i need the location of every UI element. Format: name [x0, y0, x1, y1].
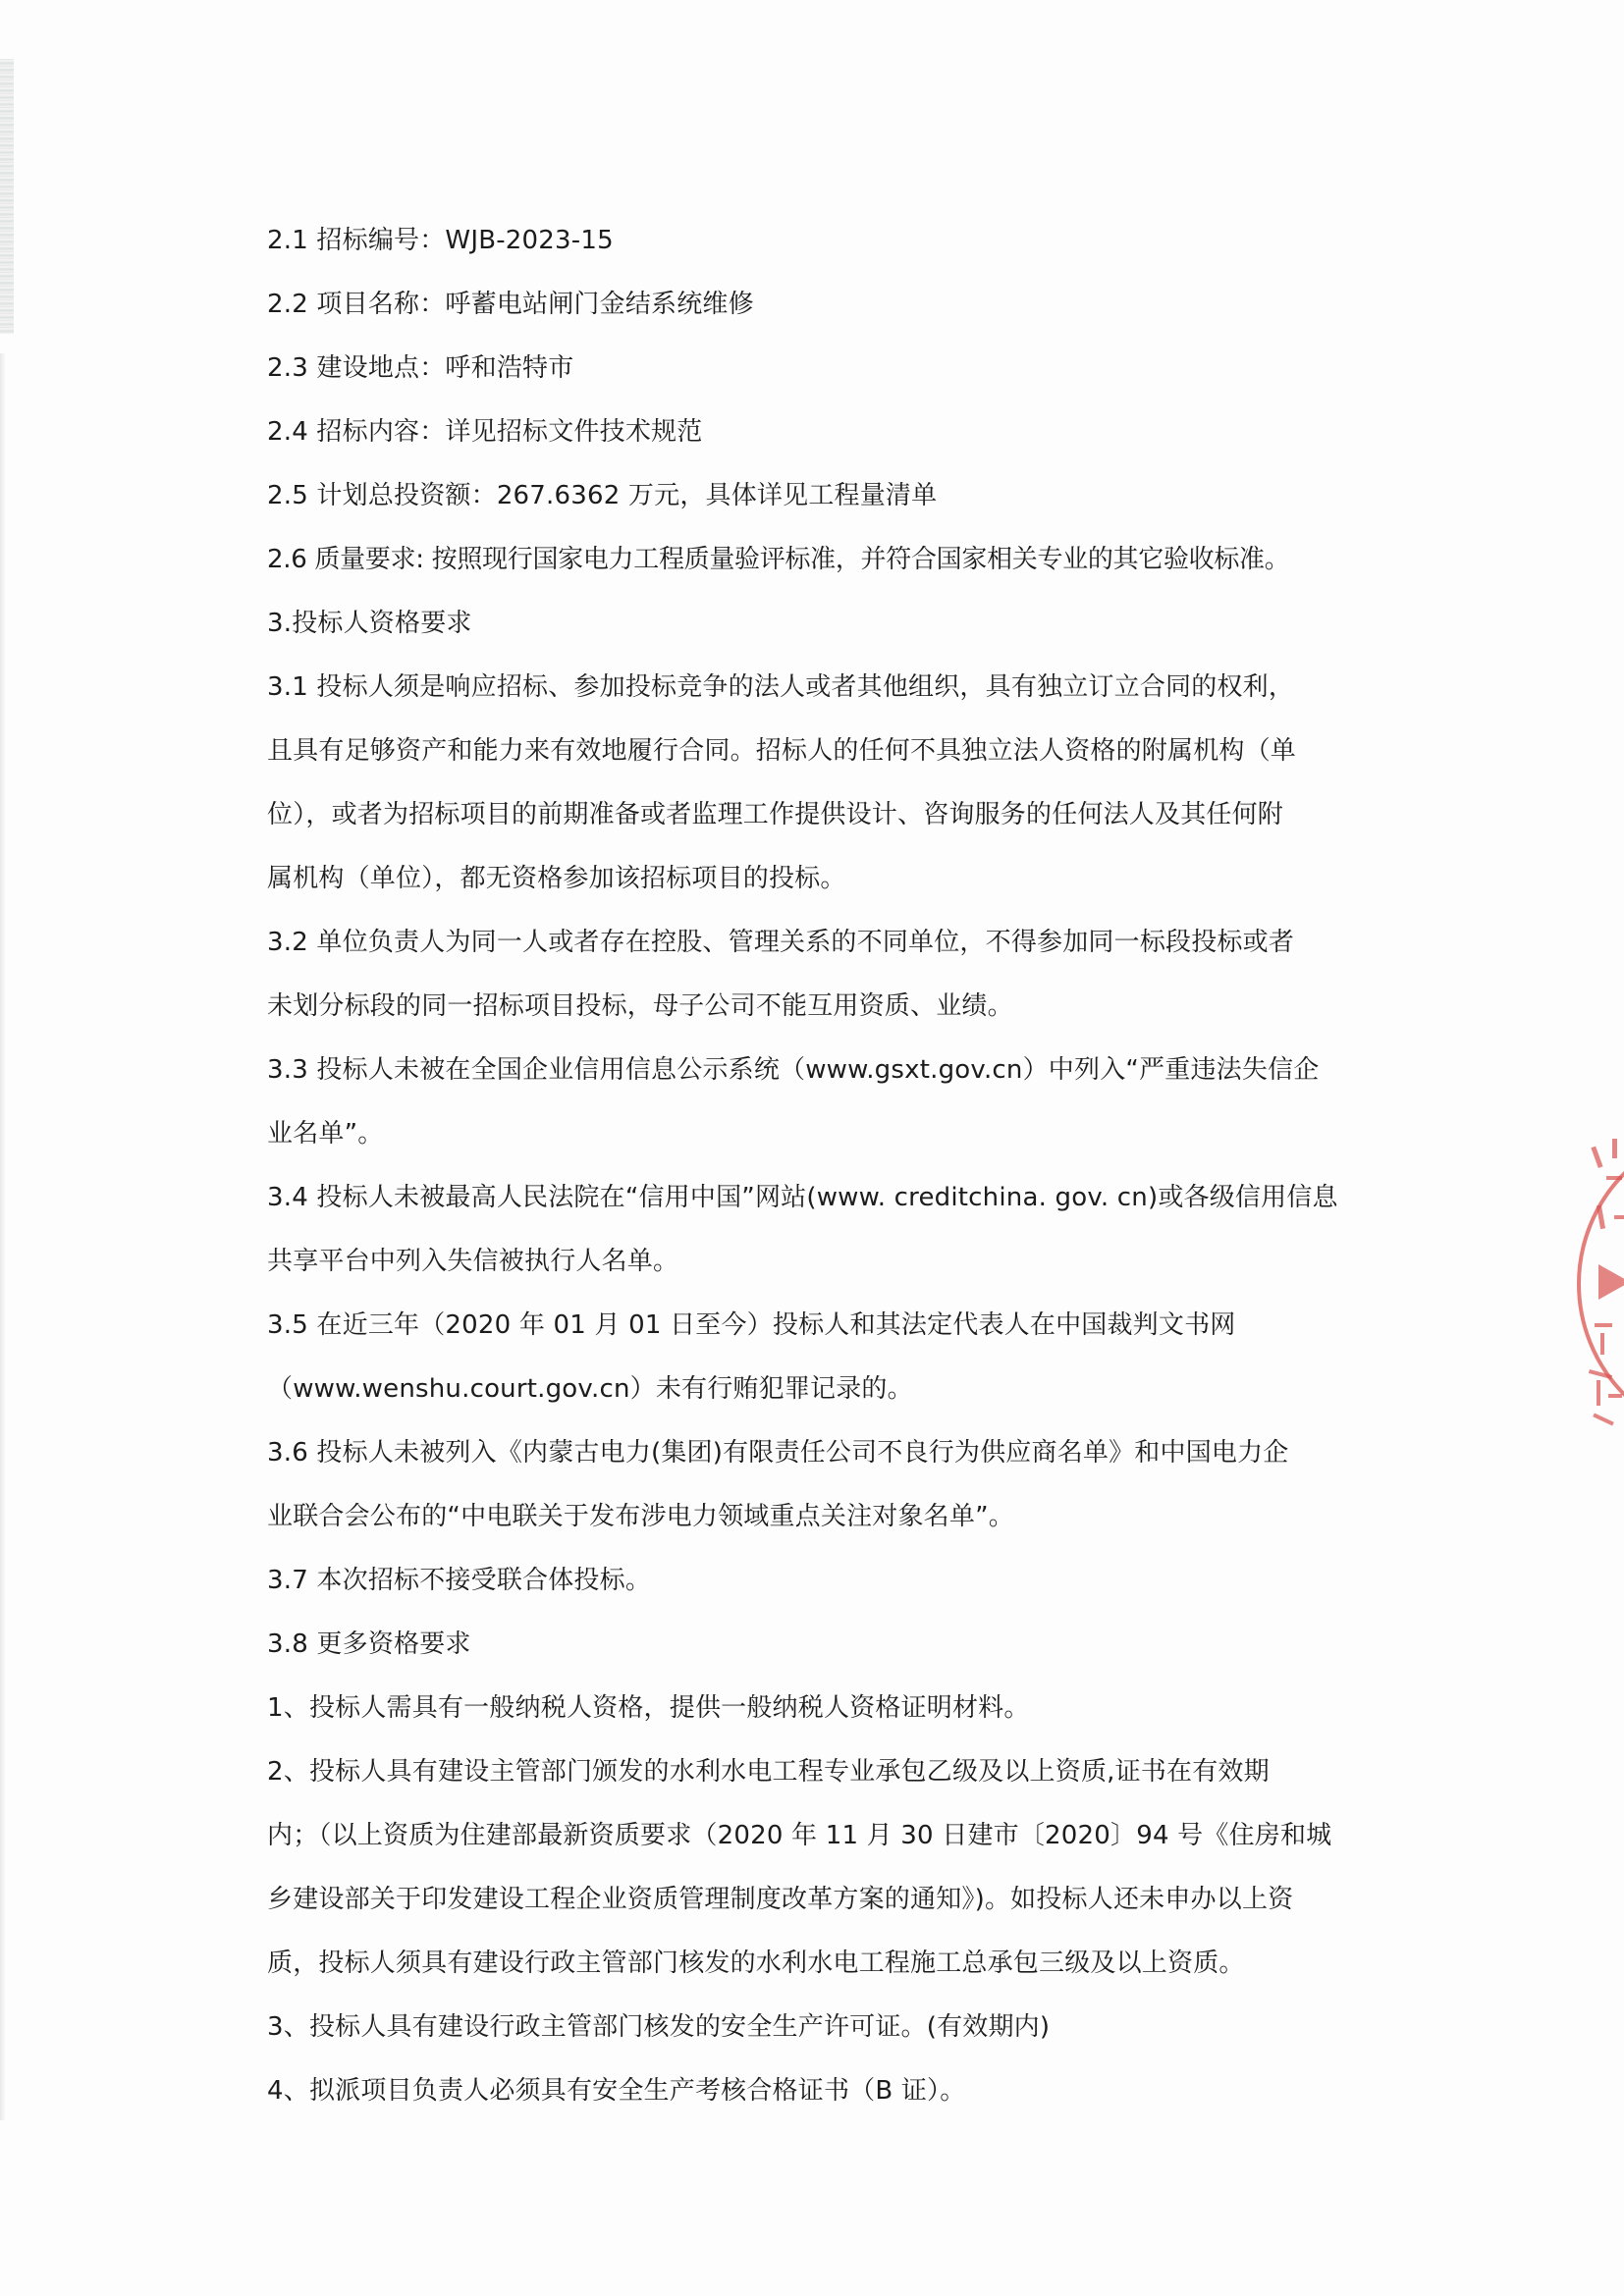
section-heading: 3.8 更多资格要求 [267, 1629, 471, 1659]
text-line: 乡建设部关于印发建设工程企业资质管理制度改革方案的通知》)。如投标人还未申办以上资 [267, 1885, 1294, 1914]
text-line: 且具有足够资产和能力来有效地履行合同。招标人的任何不具独立法人资格的附属机构（单 [267, 736, 1297, 766]
text-line: 2.5 计划总投资额：267.6362 万元，具体详见工程量清单 [267, 481, 938, 510]
text-line: 3.3 投标人未被在全国企业信用信息公示系统（www.gsxt.gov.cn）中列入“严重违法失信企 [267, 1055, 1320, 1085]
text-line: 2、投标人具有建设主管部门颁发的水利水电工程专业承包乙级及以上资质,证书在有效期 [267, 1757, 1270, 1787]
text-line: 2.3 建设地点：呼和浩特市 [267, 353, 574, 383]
text-line: 未划分标段的同一招标项目投标，母子公司不能互用资质、业绩。 [267, 991, 1013, 1021]
text-line: 3.7 本次招标不接受联合体投标。 [267, 1566, 652, 1595]
text-line: 质，投标人须具有建设行政主管部门核发的水利水电工程施工总承包三级及以上资质。 [267, 1949, 1245, 1978]
text-line: 3.1 投标人须是响应招标、参加投标竞争的法人或者其他组织，具有独立订立合同的权利， [267, 672, 1295, 702]
text-line: 2.6 质量要求: 按照现行国家电力工程质量验评标准，并符合国家相关专业的其它验收标准。 [267, 545, 1290, 574]
text-line: （www.wenshu.court.gov.cn）未有行贿犯罪记录的。 [267, 1374, 913, 1404]
text-line: 3.5 在近三年（2020 年 01 月 01 日至今）投标人和其法定代表人在中国裁判文书网 [267, 1310, 1236, 1340]
seal-stamp-partial [1569, 1117, 1624, 1451]
text-line: 2.1 招标编号：WJB-2023-15 [267, 226, 614, 255]
text-line: 3.6 投标人未被列入《内蒙古电力(集团)有限责任公司不良行为供应商名单》和中国电力企 [267, 1438, 1289, 1468]
text-line: 业名单”。 [267, 1119, 384, 1148]
text-line: 3.2 单位负责人为同一人或者存在控股、管理关系的不同单位，不得参加同一标段投标或者 [267, 928, 1295, 957]
text-line: 2.2 项目名称：呼蓄电站闸门金结系统维修 [267, 290, 754, 319]
text-line: 3.4 投标人未被最高人民法院在“信用中国”网站(www. creditchina. gov. cn)或各级信用信息 [267, 1183, 1338, 1212]
text-line: 共享平台中列入失信被执行人名单。 [267, 1247, 679, 1276]
section-heading: 3.投标人资格要求 [267, 609, 472, 638]
scan-edge-shadow [0, 353, 6, 2120]
text-line: 1、投标人需具有一般纳税人资格，提供一般纳税人资格证明材料。 [267, 1693, 1030, 1723]
text-line: 业联合会公布的“中电联关于发布涉电力领域重点关注对象名单”。 [267, 1502, 1014, 1531]
text-line: 属机构（单位），都无资格参加该招标项目的投标。 [267, 864, 846, 893]
scan-edge-artifact [0, 59, 14, 334]
text-line: 位），或者为招标项目的前期准备或者监理工作提供设计、咨询服务的任何法人及其任何附 [267, 800, 1284, 829]
text-line: 3、投标人具有建设行政主管部门核发的安全生产许可证。(有效期内) [267, 2012, 1051, 2042]
text-line: 内；（以上资质为住建部最新资质要求（2020 年 11 月 30 日建市〔2020〕94 号《住房和城 [267, 1821, 1332, 1850]
text-line: 2.4 招标内容：详见招标文件技术规范 [267, 417, 703, 447]
text-line: 4、拟派项目负责人必须具有安全生产考核合格证书（B 证）。 [267, 2076, 966, 2106]
